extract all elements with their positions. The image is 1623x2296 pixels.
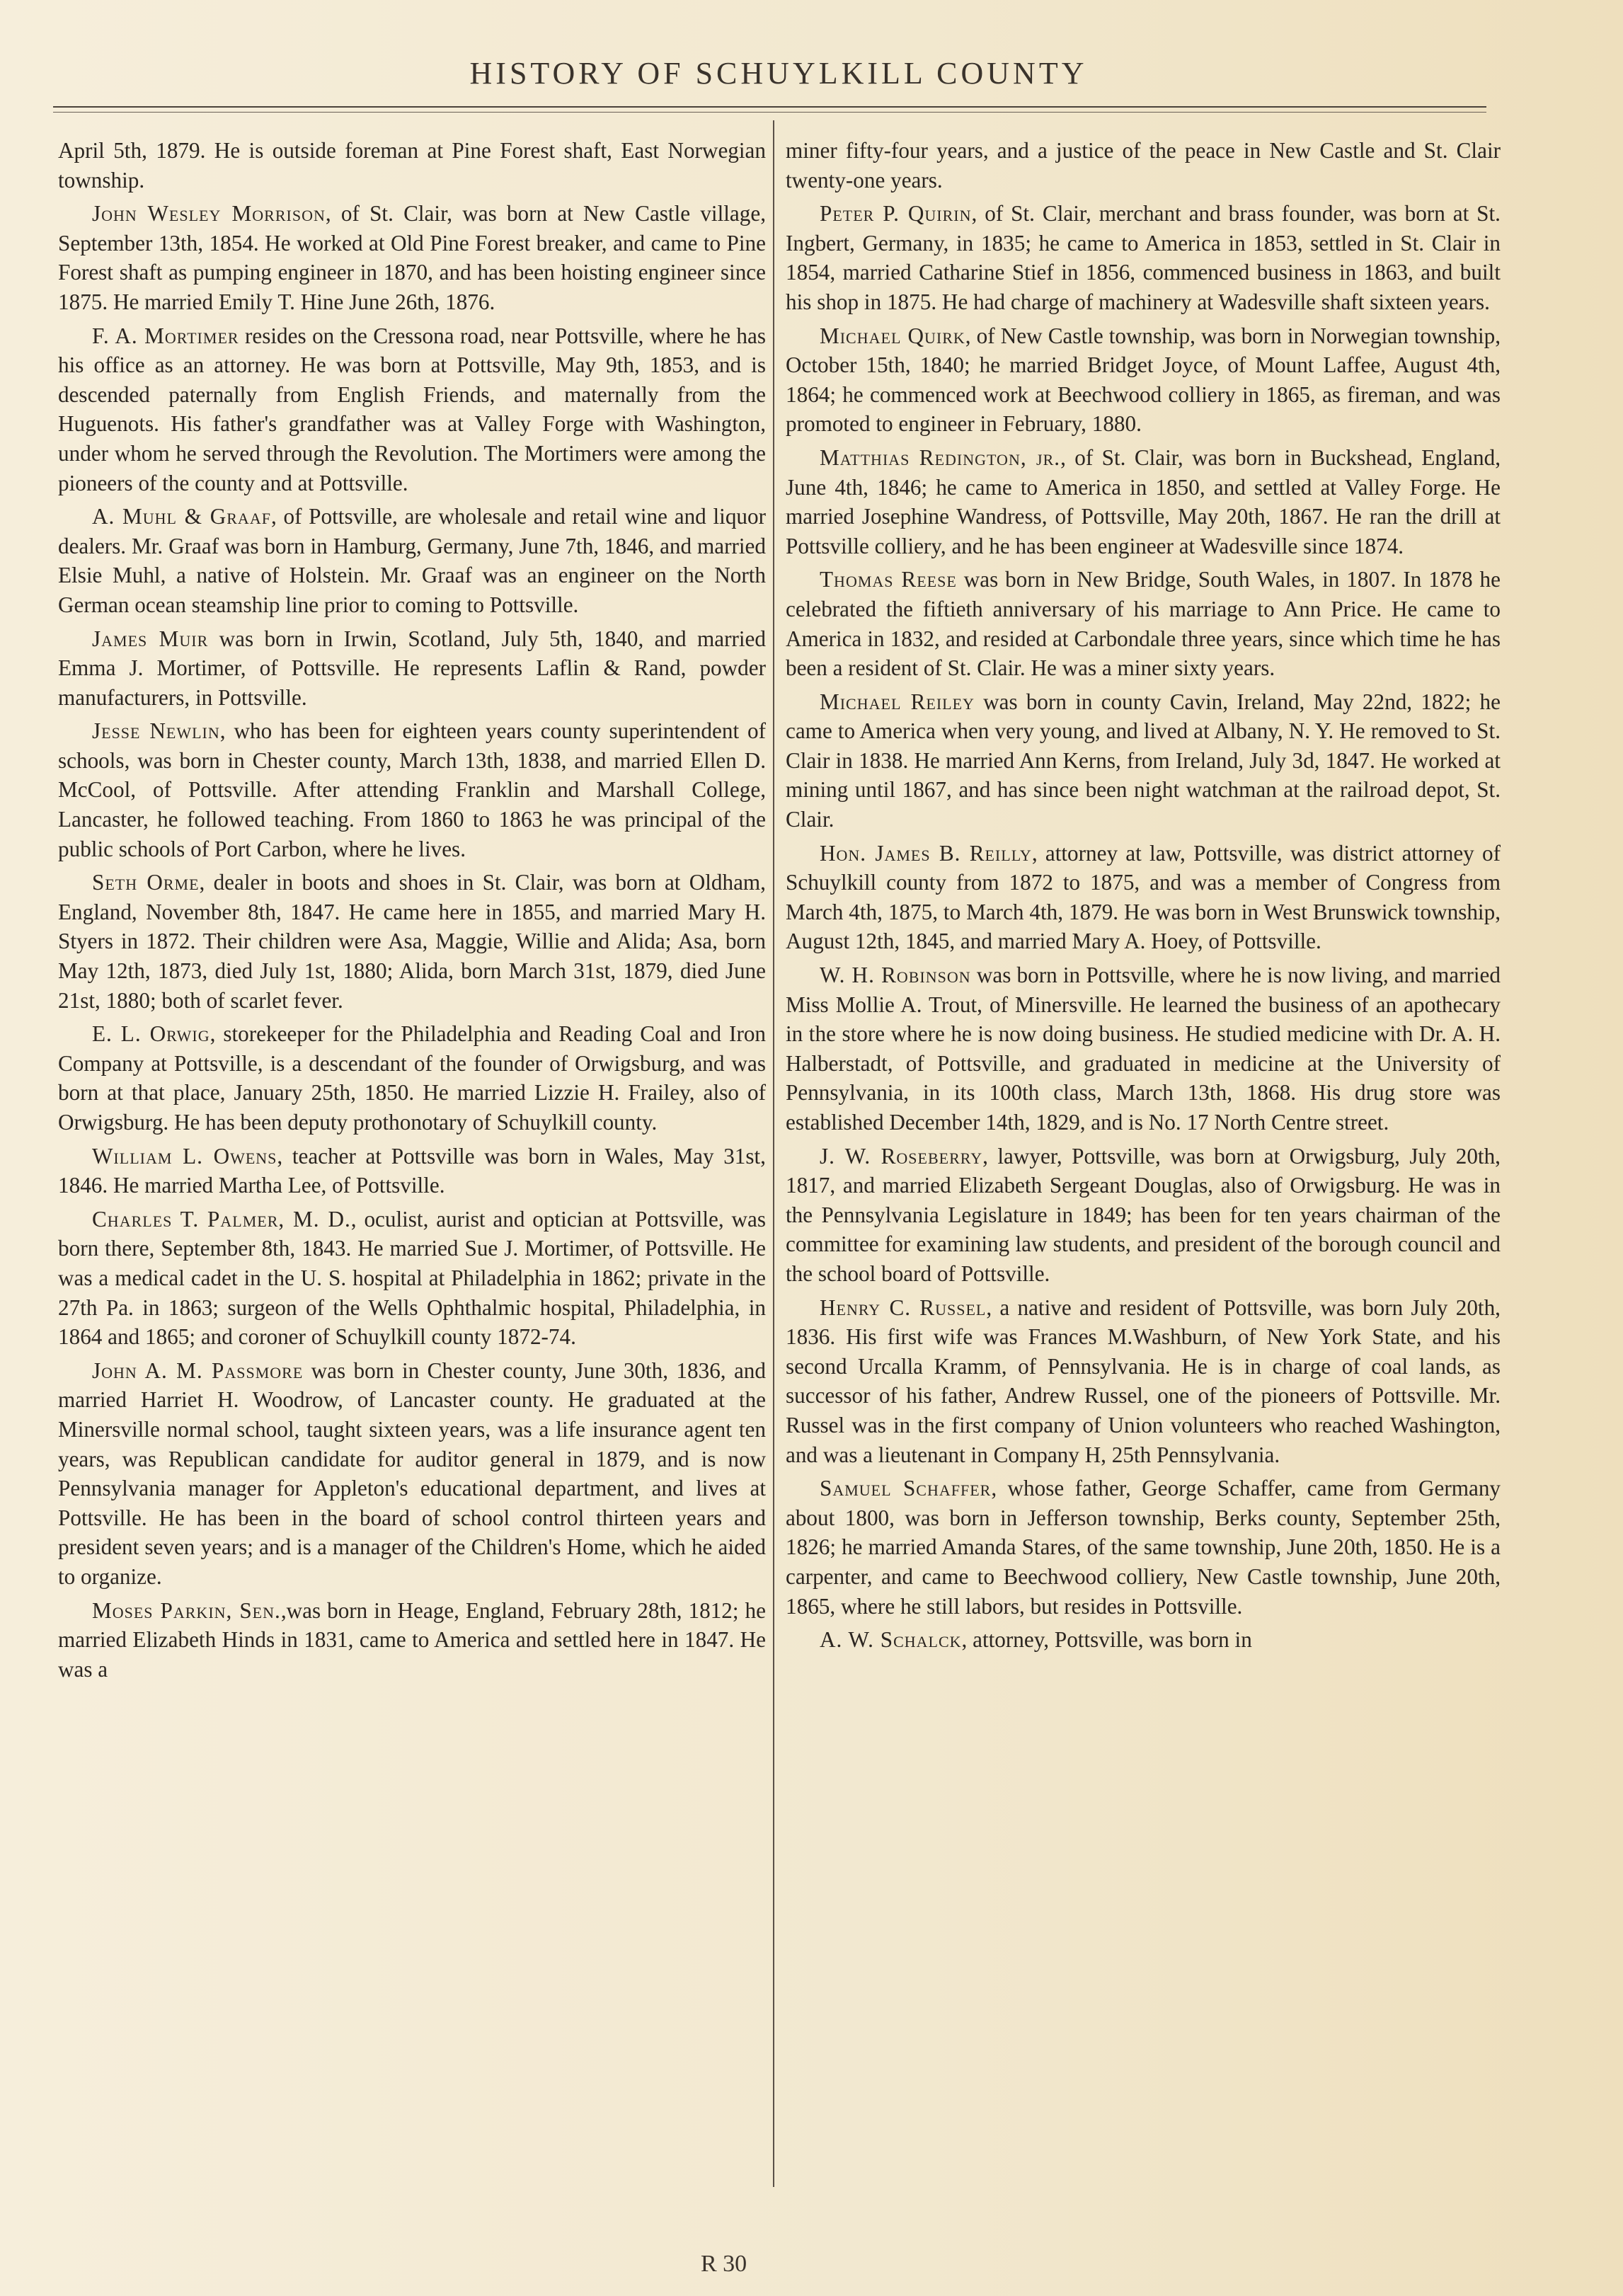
entry-text: , teacher at Pottsville was born in Wales, May 31st, 1846. He married Martha Lee, of Pottsville. bbox=[58, 1143, 766, 1198]
entry-name: William L. Owens bbox=[92, 1143, 277, 1169]
entry-name: A. Muhl & Graaf bbox=[92, 504, 271, 529]
entry-text: was born in Irwin, Scotland, July 5th, 1840, and married Emma J. Mortimer, of Pottsville. He represents Laflin & Rand, powder manufacturers, in Pottsville. bbox=[58, 626, 766, 710]
biography-entry bbox=[786, 565, 1501, 682]
entry-name: Peter P. Quirin bbox=[820, 201, 972, 226]
entry-name: W. H. Robinson bbox=[820, 963, 971, 988]
biography-entry bbox=[786, 1293, 1501, 1470]
entry-name: Michael Quirk bbox=[820, 323, 965, 348]
biography-entry bbox=[786, 839, 1501, 956]
entry-text: was born in Chester county, June 30th, 1836, and married Harriet H. Woodrow, of Lancaster county. He graduated at the Minersville normal school, taught sixteen years, was a life insurance agent ten years, was Republican candidate for auditor general in 1879, and is now Pennsylvania manager for Appleton's educational department, and lives at Pottsville. He has been in the board of school control thirteen years and president seven years; and is a manager of the Children's Home, which he aided to organize. bbox=[58, 1357, 766, 1589]
biography-entry bbox=[786, 136, 1501, 195]
right-column bbox=[786, 136, 1501, 1659]
entry-name: Matthias Redington, jr. bbox=[820, 444, 1061, 470]
entry-name: Hon. James B. Reilly bbox=[820, 840, 1032, 866]
entry-name: Michael Reiley bbox=[820, 689, 975, 714]
entry-text: , of Pottsville, are wholesale and retail wine and liquor dealers. Mr. Graaf was born in Hamburg, Germany, June 7th, 1846, and married Elsie Muhl, a native of Holstein. Mr. Graaf was an engineer on the North German ocean steamship line prior to coming to Pottsville. bbox=[58, 504, 766, 617]
entry-text: , dealer in boots and shoes in St. Clair, was born at Oldham, England, November 8th, 1847. He came here in 1855, and married Mary H. Styers in 1872. Their children were Asa, Maggie, Willie and Alida; Asa, born May 12th, 1873, died July 1st, 1880; Alida, born March 31st, 1879, died June 21st, 1880; both of scarlet fever. bbox=[58, 870, 766, 1013]
biography-entry bbox=[786, 687, 1501, 834]
biography-entry bbox=[786, 199, 1501, 316]
biography-entry bbox=[58, 502, 766, 619]
biography-entry bbox=[786, 960, 1501, 1137]
biography-entry bbox=[58, 136, 766, 195]
entry-name: Thomas Reese bbox=[820, 567, 957, 592]
entry-name: James Muir bbox=[92, 626, 209, 651]
entry-text: , of St. Clair, was born at New Castle village, September 13th, 1854. He worked at Old Pine Forest breaker, and came to Pine Forest shaft as pumping engineer in 1870, and has been hoisting engineer since 1875. He married Emily T. Hine June 26th, 1876. bbox=[58, 201, 766, 314]
entry-text: was born in Pottsville, where he is now living, and married Miss Mollie A. Trout, of Minersville. He learned the business of an apothecary in the store where he is now doing business. He studied medicine with Dr. A. H. Halberstadt, of Pottsville, and graduated in medicine at the University of Pennsylvania, in its 100th class, March 13th, 1868. His drug store was established December 14th, 1829, and is No. 17 North Centre street. bbox=[786, 963, 1501, 1135]
entry-text: was born in county Cavin, Ireland, May 22nd, 1822; he came to America when very young, and lived at Albany, N. Y. He removed to St. Clair in 1838. He married Ann Kerns, from Ireland, July 3d, 1847. He worked at mining until 1867, and has since been night watchman at the railroad depot, St. Clair. bbox=[786, 689, 1501, 832]
header-rule bbox=[53, 106, 1486, 108]
biography-entry bbox=[58, 1205, 766, 1352]
biography-entry bbox=[58, 624, 766, 713]
entry-text: , storekeeper for the Philadelphia and Reading Coal and Iron Company at Pottsville, is a descendant of the founder of Orwigsburg, and was born at that place, January 25th, 1850. He married Lizzie H. Frailey, also of Orwigsburg. He has been deputy prothonotary of Schuylkill county. bbox=[58, 1021, 767, 1135]
entry-name: Charles T. Palmer, M. D. bbox=[92, 1206, 351, 1232]
entry-text: , of St. Clair, was born in Buckshead, England, June 4th, 1846; he came to America in 1850, and settled at Valley Forge. He married Josephine Wandress, of Pottsville, May 20th, 1867. He ran the drill at Pottsville colliery, and he has been engineer at Wadesville since 1874. bbox=[786, 444, 1501, 558]
entry-text: , attorney at law, Pottsville, was district attorney of Schuylkill county from 1872 to 1875, and was a member of Congress from March 4th, 1875, to March 4th, 1879. He was born in West Brunswick township, August 12th, 1845, and married Mary A. Hoey, of Pottsville. bbox=[786, 840, 1501, 954]
entry-name: E. L. Orwig bbox=[92, 1021, 210, 1047]
page-folio: R 30 bbox=[701, 2251, 747, 2277]
entry-name: Henry C. Russel bbox=[820, 1295, 987, 1320]
entry-name: A. W. Schalck bbox=[820, 1627, 962, 1653]
entry-name: Samuel Schaffer bbox=[820, 1476, 992, 1501]
biography-entry bbox=[786, 443, 1501, 561]
biography-entry bbox=[58, 868, 766, 1015]
entry-name: John Wesley Morrison bbox=[92, 201, 326, 226]
entry-name: Moses Parkin, Sen. bbox=[92, 1597, 281, 1623]
entry-text: was born in New Bridge, South Wales, in 1807. In 1878 he celebrated the fiftieth anniversary of his marriage to Ann Price. He came to America in 1832, and resided at Carbondale three years, since which time he has been a resident of St. Clair. He was a miner sixty years. bbox=[786, 567, 1501, 681]
left-column bbox=[58, 136, 766, 1688]
biography-entry bbox=[786, 1625, 1501, 1655]
biography-entry bbox=[58, 1142, 766, 1200]
entry-name: Seth Orme bbox=[92, 870, 200, 895]
entry-text: resides on the Cressona road, near Pottsville, where he has his office as an attorney. He was born at Pottsville, May 9th, 1853, and is descended paternally from English Friends, and maternally from the Huguenots. His father's grandfather was at Valley Forge with Washington, under whom he served through the Revolution. The Mortimers were among the pioneers of the county and at Pottsville. bbox=[58, 323, 767, 495]
biography-entry bbox=[58, 199, 766, 316]
entry-name: J. W. Roseberry bbox=[820, 1143, 983, 1169]
entry-text: , of St. Clair, merchant and brass founder, was born at St. Ingbert, Germany, in 1835; he came to America in 1853, settled in St. Clair in 1854, married Catharine Stief in 1856, commenced business in 1863, and built his shop in 1875. He had charge of machinery at Wadesville shaft sixteen years. bbox=[786, 201, 1501, 314]
entry-text: , a native and resident of Pottsville, was born July 20th, 1836. His first wife was Frances M.Washburn, of New York State, and his second Urcalla Kramm, of Pennsylvania. He is in charge of coal lands, as successor of his father, Andrew Russel, one of the pioneers of Pottsville. Mr. Russel was in the first company of Union volunteers who reached Washington, and was a lieutenant in Company H, 25th Pennsylvania. bbox=[786, 1295, 1501, 1467]
biography-entry bbox=[58, 1019, 766, 1137]
entry-text: , who has been for eighteen years county superintendent of schools, was born in Chester county, March 13th, 1838, and married Ellen D. McCool, of Pottsville. After attending Franklin and Marshall College, Lancaster, he followed teaching. From 1860 to 1863 he was principal of the public schools of Port Carbon, where he lives. bbox=[58, 718, 766, 861]
entry-text: , lawyer, Pottsville, was born at Orwigsburg, July 20th, 1817, and married Elizabeth Sergeant Douglas, also of Orwigsburg. He was in the Pennsylvania Legislature in 1849; has been for ten years chairman of the committee for examining law students, and president of the borough council and the school board of Pottsville. bbox=[786, 1143, 1501, 1286]
biography-entry bbox=[786, 321, 1501, 439]
entry-text: , attorney, Pottsville, was born in bbox=[961, 1627, 1252, 1653]
biography-entry bbox=[786, 1474, 1501, 1621]
entry-text: , whose father, George Schaffer, came from Germany about 1800, was born in Jefferson township, Berks county, September 25th, 1826; he married Amanda Stares, of the same township, June 20th, 1850. He is a carpenter, and came to Beechwood colliery, New Castle township, June 20th, 1865, where he still labors, but resides in Pottsville. bbox=[786, 1476, 1501, 1619]
entry-text: ,was born in Heage, England, February 28th, 1812; he married Elizabeth Hinds in 1831, came to America and settled here in 1847. He was a bbox=[58, 1597, 766, 1682]
biography-entry bbox=[58, 716, 766, 863]
entry-text: miner fifty-four years, and a justice of the peace in New Castle and St. Clair twenty-one years. bbox=[786, 138, 1501, 193]
entry-text: , of New Castle township, was born in Norwegian township, October 15th, 1840; he married Bridget Joyce, of Mount Laffee, August 4th, 1864; he commenced work at Beechwood colliery in 1865, as fireman, and was promoted to engineer in February, 1880. bbox=[786, 323, 1501, 437]
entry-name: Jesse Newlin bbox=[92, 718, 220, 744]
biography-entry bbox=[58, 1596, 766, 1684]
biography-entry bbox=[58, 1356, 766, 1592]
column-divider bbox=[773, 120, 774, 2187]
entry-text: April 5th, 1879. He is outside foreman at Pine Forest shaft, East Norwegian township. bbox=[58, 138, 766, 193]
biography-entry bbox=[786, 1142, 1501, 1289]
biography-entry bbox=[58, 321, 766, 498]
entry-name: John A. M. Passmore bbox=[92, 1357, 304, 1383]
entry-name: F. A. Mortimer bbox=[92, 323, 239, 348]
running-title: HISTORY OF SCHUYLKILL COUNTY bbox=[469, 56, 1088, 91]
header-rule-thin bbox=[53, 112, 1486, 113]
entry-text: , oculist, aurist and optician at Pottsville, was born there, September 8th, 1843. He married Sue J. Mortimer, of Pottsville. He was a medical cadet in the U. S. hospital at Philadelphia in 1862; private in the 27th Pa. in 1863; surgeon of the Wells Ophthalmic hospital, Philadelphia, in 1864 and 1865; and coroner of Schuylkill county 1872-74. bbox=[58, 1206, 766, 1350]
